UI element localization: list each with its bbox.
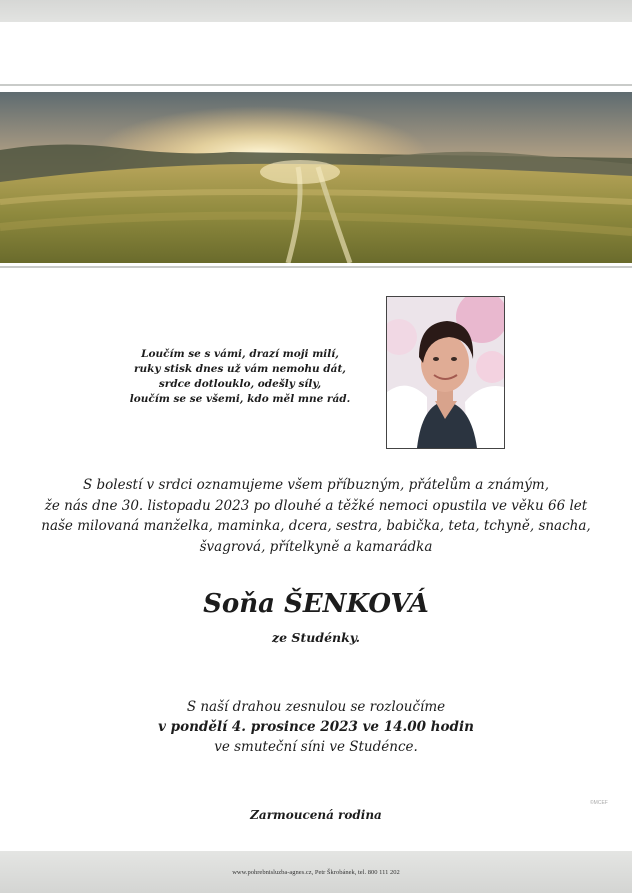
top-divider	[0, 84, 632, 86]
watermark: ©MCEF	[590, 800, 608, 806]
announcement-line: že nás dne 30. listopadu 2023 po dlouhé a těžké nemoci opustila ve věku 66 let	[44, 497, 588, 514]
poem-line: loučím se se všemi, kdo měl mne rád.	[129, 393, 351, 405]
poem-line: Loučím se s vámi, drazí moji milí,	[141, 348, 339, 360]
poem-line: srdce dotlouklo, odešly síly,	[158, 378, 322, 390]
portrait-photo	[386, 296, 505, 449]
funeral-venue: ve smuteční síni ve Studénce.	[214, 739, 418, 755]
announcement-text	[0, 475, 632, 557]
family-signature: Zarmoucená rodina	[250, 808, 382, 822]
deceased-origin: ze Studénky.	[272, 630, 360, 645]
farewell-poem	[100, 347, 380, 407]
funeral-details	[0, 697, 632, 757]
banner-divider	[0, 266, 632, 268]
funeral-intro: S naší drahou zesnulou se rozloučíme	[186, 699, 446, 715]
sunset-field-banner	[0, 92, 632, 263]
top-gray-band	[0, 0, 632, 22]
announcement-line: S bolestí v srdci oznamujeme všem příbuzným, přátelům a známým,	[82, 477, 549, 493]
funeral-date-time: v pondělí 4. prosince 2023 ve 14.00 hodin	[158, 719, 474, 735]
poem-line: ruky stisk dnes už vám nemohu dát,	[134, 363, 346, 375]
funeral-service-footer: www.pohrebnisluzba-agnes.cz, Petr Škrobánek, tel. 800 111 202	[232, 869, 400, 876]
announcement-line: švagrová, přítelkyně a kamarádka	[199, 538, 433, 555]
deceased-name: Soňa ŠENKOVÁ	[203, 589, 429, 619]
announcement-line: naše milovaná manželka, maminka, dcera, sestra, babička, teta, tchyně, snacha,	[41, 518, 591, 534]
